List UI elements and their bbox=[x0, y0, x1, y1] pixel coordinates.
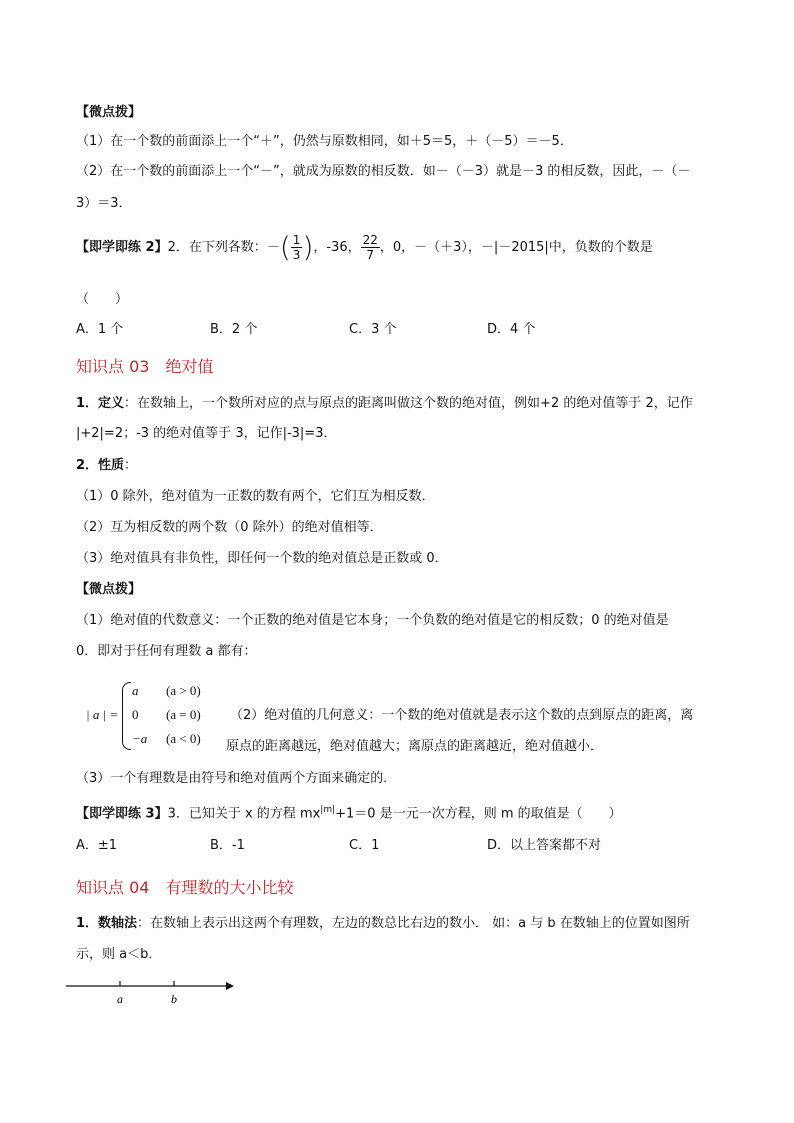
tip2-line-1: （1）绝对值的代数意义：一个正数的绝对值是它本身；一个负数的绝对值是它的相反数；0 的绝对值是 bbox=[76, 613, 669, 628]
paren-right: ) bbox=[302, 230, 314, 264]
option-a: A．1 个 bbox=[76, 322, 124, 337]
case-value: a bbox=[132, 683, 139, 698]
answer-blank: （ ） bbox=[76, 292, 129, 307]
case-value: 0 bbox=[132, 707, 139, 722]
practice-2-suffix: ，0，－（＋3），－|－2015|中，负数的个数是 bbox=[379, 240, 653, 255]
property-3: （3）绝对值具有非负性，即任何一个数的绝对值总是正数或 0． bbox=[76, 551, 448, 566]
practice-2-question bbox=[76, 228, 653, 268]
fraction-one-third bbox=[291, 233, 303, 262]
property-label: 2．性质 bbox=[76, 458, 125, 473]
case-row bbox=[132, 683, 201, 699]
fraction-22-7 bbox=[361, 233, 380, 262]
option-d: D．4 个 bbox=[487, 322, 536, 337]
tip-line-3: 3）＝3． bbox=[76, 196, 132, 211]
tip-line-1: （1）在一个数的前面添上一个“＋”，仍然与原数相同，如＋5＝5，＋（－5）＝－5． bbox=[76, 134, 573, 149]
number-line bbox=[66, 975, 236, 1009]
practice-3-text: 3．已知关于 x 的方程 mx bbox=[167, 806, 321, 822]
exponent: |m| bbox=[320, 805, 336, 815]
label-a: a bbox=[117, 992, 123, 1006]
option-c: C．3 个 bbox=[349, 322, 397, 337]
practice-3-text-2: +1＝0 是一元一次方程，则 m 的取值是（ ） bbox=[335, 806, 622, 822]
section-heading-03: 知识点 03 绝对值 bbox=[76, 357, 214, 376]
definition-line-1 bbox=[76, 395, 693, 413]
case-row bbox=[132, 731, 201, 747]
practice-2-mid: ，-36， bbox=[313, 240, 361, 255]
practice-2-prefix: 2．在下列各数：－ bbox=[167, 240, 280, 255]
axis-arrow-icon bbox=[226, 982, 234, 990]
property-colon: ： bbox=[124, 458, 138, 473]
option-c: C．1 bbox=[349, 838, 380, 853]
case-row bbox=[132, 707, 201, 723]
fraction-numerator: 22 bbox=[362, 233, 378, 247]
method-label: 1．数轴法 bbox=[76, 916, 138, 931]
paren-left: ( bbox=[279, 230, 291, 264]
property-heading bbox=[76, 457, 137, 475]
tip2-line-3: （2）绝对值的几何意义：一个数的绝对值就是表示这个数的点到原点的距离，离 bbox=[230, 708, 694, 723]
practice-3-question bbox=[76, 801, 622, 823]
tip2-line-5: （3）一个有理数是由符号和绝对值两个方面来确定的． bbox=[76, 771, 397, 786]
definition-label: 1．定义 bbox=[76, 396, 125, 411]
definition-text: ：在数轴上，一个数所对应的点与原点的距离叫做这个数的绝对值，例如+2 的绝对值等于 2，记作 bbox=[124, 396, 693, 411]
practice-3-label: 【即学即练 3】 bbox=[76, 806, 168, 822]
label-b: b bbox=[171, 992, 177, 1006]
tip-label: 【微点拨】 bbox=[76, 582, 142, 597]
option-b: B．2 个 bbox=[210, 322, 258, 337]
section-heading-04: 知识点 04 有理数的大小比较 bbox=[76, 878, 294, 897]
tip-label: 【微点拨】 bbox=[76, 105, 142, 120]
method-text: ：在数轴上表示出这两个有理数，左边的数总比右边的数小． 如：a 与 b 在数轴上的位置如图所 bbox=[137, 916, 690, 931]
case-condition: (a = 0) bbox=[166, 707, 201, 722]
property-1: （1）0 除外，绝对值为一正数的数有两个，它们互为相反数． bbox=[76, 489, 435, 504]
case-condition: (a > 0) bbox=[166, 683, 201, 698]
case-condition: (a < 0) bbox=[166, 731, 201, 746]
definition-line-2: |+2|=2；-3 的绝对值等于 3，记作|-3|=3． bbox=[76, 426, 337, 441]
brace bbox=[122, 682, 131, 750]
absolute-value-cases bbox=[82, 680, 222, 752]
method-line-1 bbox=[76, 915, 690, 933]
fraction-denominator: 3 bbox=[292, 248, 301, 262]
case-value: −a bbox=[132, 731, 148, 746]
option-a: A．±1 bbox=[76, 838, 118, 853]
property-2: （2）互为相反数的两个数（0 除外）的绝对值相等． bbox=[76, 520, 383, 535]
abs-expression: | a | = bbox=[86, 707, 119, 722]
fraction-numerator: 1 bbox=[292, 233, 301, 247]
option-d: D．以上答案都不对 bbox=[487, 838, 602, 853]
option-b: B．-1 bbox=[210, 838, 245, 853]
tip2-line-4: 原点的距离越远，绝对值越大；离原点的距离越近，绝对值越小． bbox=[226, 739, 604, 754]
tip-line-2: （2）在一个数的前面添上一个“－”，就成为原数的相反数．如－（－3）就是－3 的相反数，因此，－（－ bbox=[76, 164, 691, 179]
practice-2-label: 【即学即练 2】 bbox=[76, 240, 168, 255]
tip2-line-2: 0．即对于任何有理数 a 都有： bbox=[76, 644, 257, 659]
method-line-2: 示，则 a＜b． bbox=[76, 947, 162, 962]
fraction-denominator: 7 bbox=[366, 248, 375, 262]
